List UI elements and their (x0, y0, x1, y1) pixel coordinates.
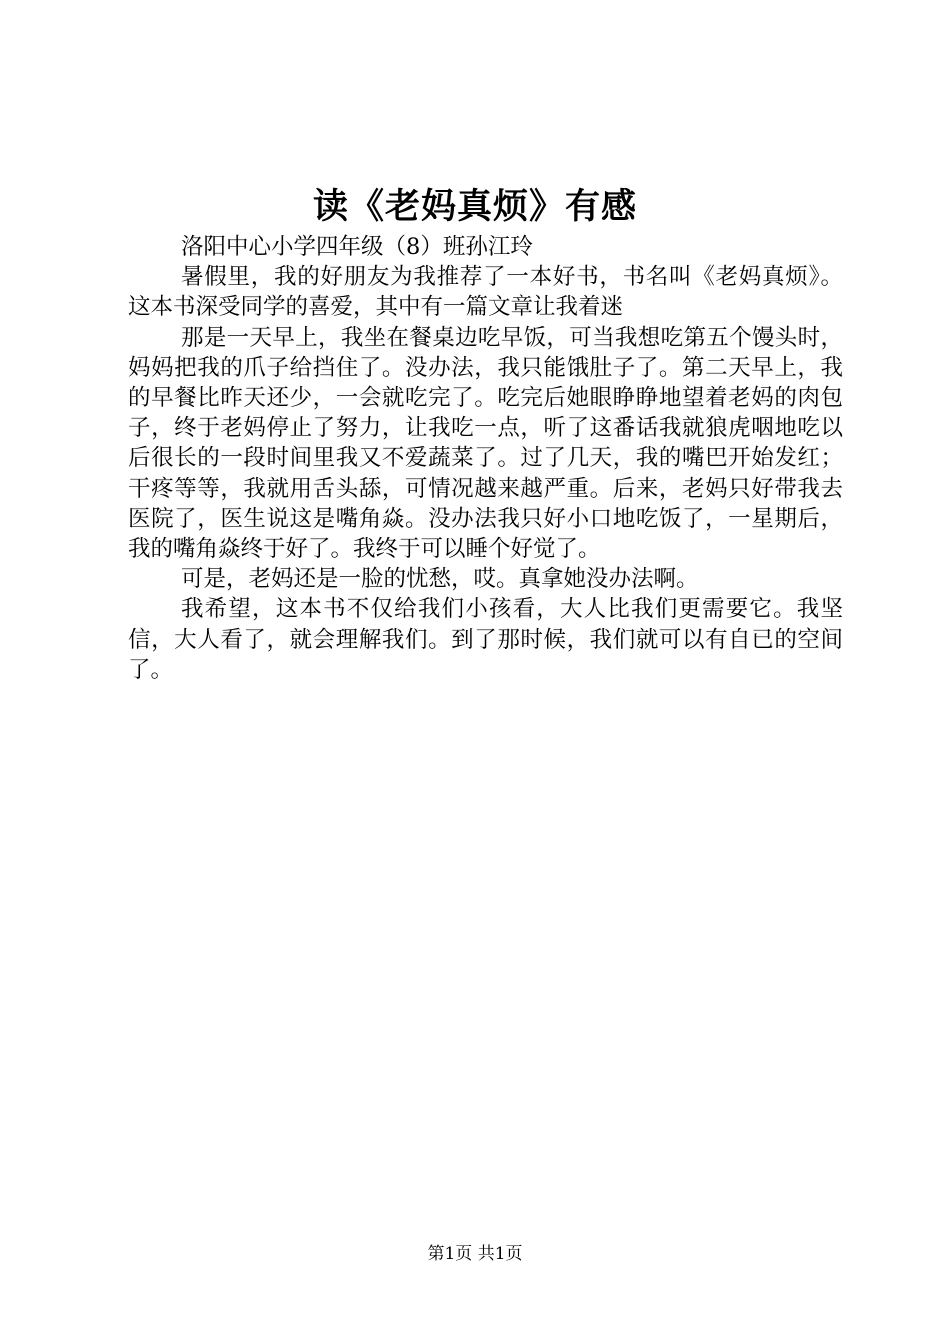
document-title: 读《老妈真烦》有感 (312, 186, 637, 227)
paragraph-3: 可是，老妈还是一脸的忧愁，哎。真拿她没办法啊。 (181, 566, 699, 593)
document-body (128, 232, 843, 685)
paragraph-4: 我希望，这本书不仅给我们小孩看，大人比我们更需要它。我坚信，大人看了，就会理解我们。到了那时候，我们就可以有自已的空间了。 (128, 596, 843, 683)
paragraph-1: 暑假里，我的好朋友为我推荐了一本好书，书名叫《老妈真烦》。这本书深受同学的喜爱，其中有一篇文章让我着迷 (128, 264, 843, 321)
paragraph-2: 那是一天早上，我坐在餐桌边吃早饭，可当我想吃第五个馒头时，妈妈把我的爪子给挡住了。没办法，我只能饿肚子了。第二天早上，我的早餐比昨天还少，一会就吃完了。吃完后她眼睁睁地望着老妈的肉包子，终于老妈停止了努力，让我吃一点，听了这番话我就狼虎咽地吃以后很长的一段时间里我又不爱蔬菜了。过了几天，我的嘴巴开始发红；干疼等等，我就用舌头舔，可情况越来越严重。后来，老妈只好带我去医院了，医生说这是嘴角焱。没办法我只好小口地吃饭了，一星期后，我的嘴角焱终于好了。我终于可以睡个好觉了。 (128, 324, 843, 563)
byline: 洛阳中心小学四年级（8）班孙江玲 (181, 234, 533, 260)
page-footer: 第1页 共1页 (427, 1244, 523, 1264)
